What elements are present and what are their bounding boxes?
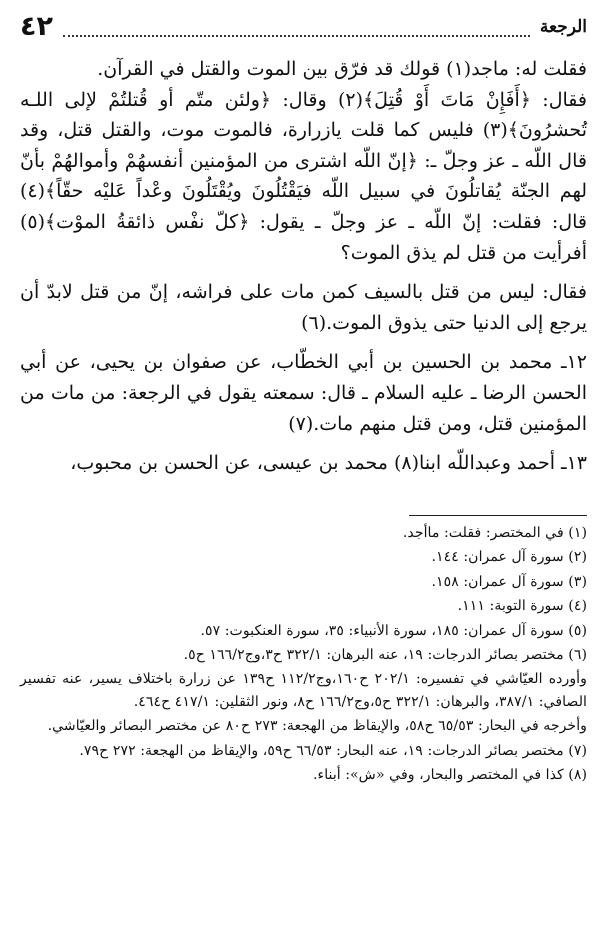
running-title: الرجعة <box>539 17 587 37</box>
page-number: ٤٢ <box>20 11 53 42</box>
footnotes <box>20 522 587 788</box>
footnote: (٤) سورة التوبة: ١١١. <box>457 598 587 615</box>
footnote-continuation: وأورده العيّاشي في تفسيره: ٢٠٢/١ ح١٦٠،وج١١٢/٢ ح١٣٩ عن زرارة باختلاف يسير، عنه تفسير الصافي: ٣٨٧/١، والبرهان: ٣٢٢/١ ح٥،وج١٦٦/٢ ح٨، ونور الثقلين: ٤١٧/١ ح٤٦٤. <box>20 671 587 710</box>
footnote-separator <box>409 515 587 516</box>
main-text <box>20 54 587 479</box>
footnote: (٨) كذا في المختصر والبحار، وفي «ش»: أبناء. <box>313 767 587 784</box>
footnote: (٢) سورة آل عمران: ١٤٤. <box>431 549 587 566</box>
footnote-continuation: وأخرجه في البحار: ٦٥/٥٣ ح٥٨، والإيقاظ من الهجعة: ٢٧٣ ح٨٠ عن مختصر البصائر والعيّاشي. <box>47 718 587 735</box>
footnote: (٧) مختصر بصائر الدرجات: ١٩، عنه البحار: ٦٦/٥٣ ح٥٩، والإيقاظ من الهجعة: ٢٧٢ ح٧٩. <box>79 742 587 759</box>
footnote: (٦) مختصر بصائر الدرجات: ١٩، عنه البرهان: ٣٢٢/١ ح٣،وج١٦٦/٢ ح٥. <box>183 647 587 664</box>
footnote: (٥) سورة آل عمران: ١٨٥، سورة الأنبياء: ٣٥، سورة العنكبوت: ٥٧. <box>200 622 587 639</box>
paragraph: فقلت له: ماجد(١) قولك قد فرّق بين الموت والقتل في القرآن. <box>97 58 587 80</box>
hadith-13: ١٣ـ أحمد وعبداللّه ابنا(٨) محمد بن عيسى، عن الحسن بن محبوب، <box>70 452 587 475</box>
paragraph: فقال: ﴿أَفَإِنْ مَاتَ أَوْ قُتِلَ﴾(٢) وقال: ﴿ولئن متّم أو قُتلتُمْ لإلى اللـه تُحشرُونَ﴾(٣) فليس كما قلت يازرارة، فالموت موت، والقتل قتل، وقد قال اللّه ـ عز وجلّ ـ: ﴿إنّ اللّه اشترى من المؤمنين أنفسهُمْ وأموالهُمْ بأنّ لهم الجنّة يُقاتلُونَ في سبيل اللّه فيَقْتُلُونَ ويُقْتَلُونَ وعْداً عَليْه حقّاً﴾(٤) قال: فقلت: إنّ اللّه ـ عز وجلّ ـ يقول: ﴿كلّ نفْس ذائقةُ الموْت﴾(٥) أفرأيت من قتل لم يذق الموت؟ <box>20 88 587 264</box>
page-header <box>20 10 587 44</box>
footnote: (١) في المختصر: فقلت: ماأجد. <box>402 525 587 541</box>
footnote: (٣) سورة آل عمران: ١٥٨. <box>431 573 587 590</box>
paragraph: فقال: ليس من قتل بالسيف كمن مات على فراشه، إنّ من قتل لابدّ أن يرجع إلى الدنيا حتى يذوق الموت.(٦) <box>20 281 587 334</box>
dotted-leader <box>63 35 530 37</box>
hadith-12: ١٢ـ محمد بن الحسين بن أبي الخطّاب، عن صفوان بن يحيى، عن أبي الحسن الرضا ـ عليه السلام ـ قال: سمعته يقول في الرجعة: من مات من المؤمنين قتل، ومن قتل منهم مات.(٧) <box>20 351 587 435</box>
